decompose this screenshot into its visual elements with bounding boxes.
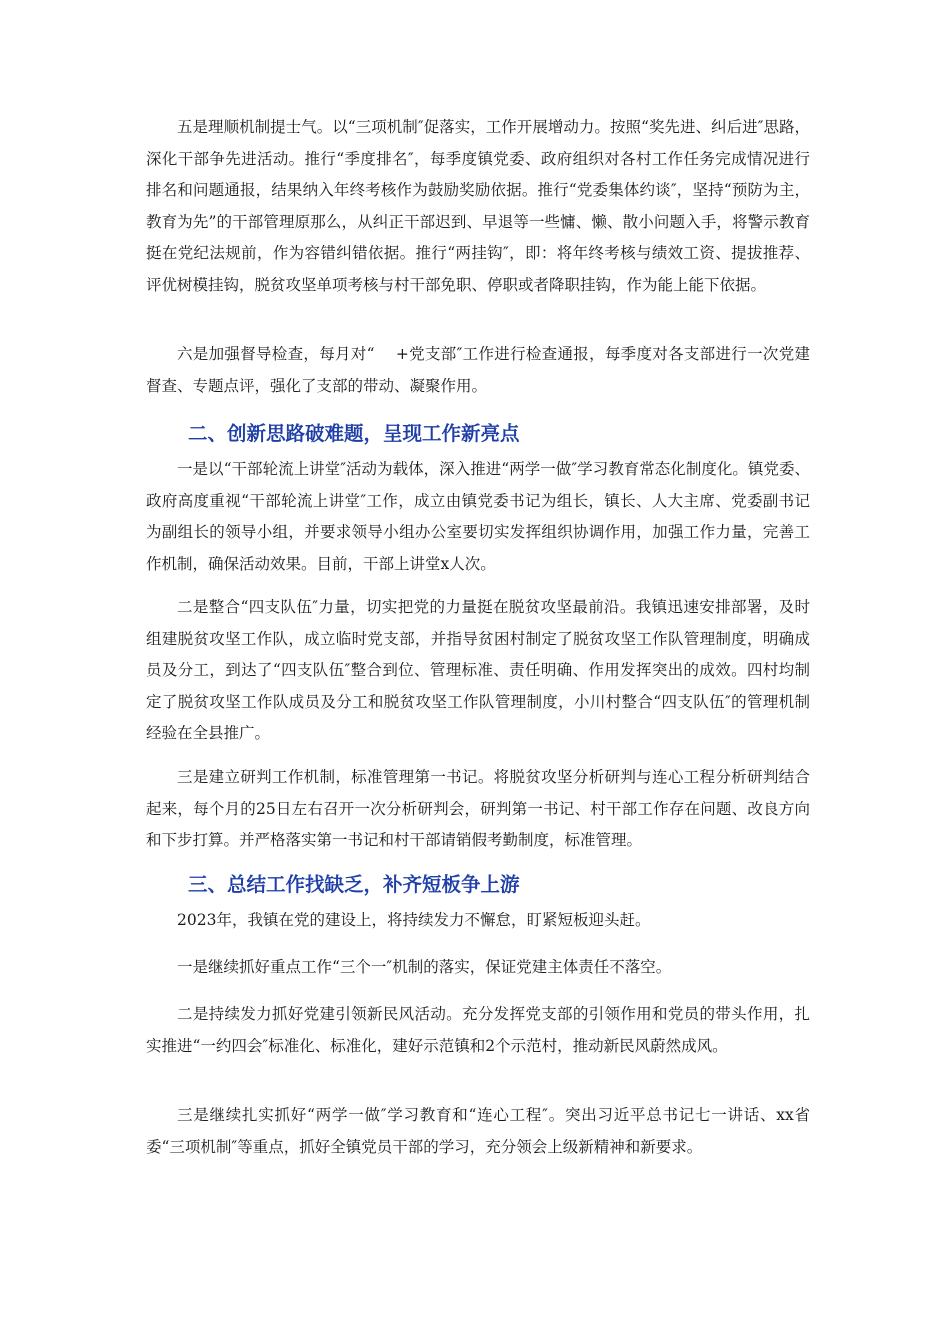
section3-paragraph-2: 一是继续抓好重点工作“三个一″机制的落实，保证党建主体责任不落空。 <box>177 958 672 976</box>
section3-paragraph-3: 二是持续发力抓好党建引领新民风活动。充分发挥党支部的引领作用和党员的带头作用，扎实推进“一约四会″标准化、标准化，建好示范镇和2个示范村，推动新民风蔚然成风。 <box>146 1005 810 1055</box>
section-heading-3: 三、总结工作找缺乏，补齐短板争上游 <box>188 873 520 896</box>
section3-paragraph-4: 三是继续扎实抓好“两学一做″学习教育和“连心工程″。突出习近平总书记七一讲话、xx省委“三项机制″等重点，抓好全镇党员干部的学习，充分领会上级新精神和新要求。 <box>146 1106 810 1156</box>
paragraph-five: 五是理顺机制提士气。以“三项机制″促落实，工作开展增动力。按照“奖先进、纠后进″思路，深化干部争先进活动。推行“季度排名″，每季度镇党委、政府组织对各村工作任务完成情况进行排名和问题通报，结果纳入年终考核作为鼓励奖励依据。推行“党委集体约谈″，坚持“预防为主，教育为先”的干部管理原那么，从纠正干部迟到、早退等一些慵、懒、散小问题入手，将警示教育挺在党纪法规前，作为容错纠错依据。推行“两挂钩″，即：将年终考核与绩效工资、提拔推荐、评优树模挂钩，脱贫攻坚单项考核与村干部免职、停职或者降职挂钩，作为能上能下依据。 <box>146 118 810 294</box>
section-heading-2: 二、创新思路破难题，呈现工作新亮点 <box>188 422 520 445</box>
section3-paragraph-1: 2023年，我镇在党的建设上，将持续发力不懈怠，盯紧短板迎头赶。 <box>177 911 651 929</box>
section2-paragraph-1: 一是以“干部轮流上讲堂″活动为载体，深入推进“两学一做″学习教育常态化制度化。镇党委、政府高度重视“干部轮流上讲堂″工作，成立由镇党委书记为组长，镇长、人大主席、党委副书记为副组长的领导小组，并要求领导小组办公室要切实发挥组织协调作用，加强工作力量，完善工作机制，确保活动效果。目前，干部上讲堂x人次。 <box>146 460 810 573</box>
paragraph-six: 六是加强督导检查，每月对“ +党支部″工作进行检查通报，每季度对各支部进行一次党建督查、专题点评，强化了支部的带动、凝聚作用。 <box>146 345 810 395</box>
section2-paragraph-2: 二是整合“四支队伍″力量，切实把党的力量挺在脱贫攻坚最前沿。我镇迅速安排部署，及时组建脱贫攻坚工作队，成立临时党支部，并指导贫困村制定了脱贫攻坚工作队管理制度，明确成员及分工，到达了“四支队伍″整合到位、管理标准、责任明确、作用发挥突出的成效。四村均制定了脱贫攻坚工作队成员及分工和脱贫攻坚工作队管理制度，小川村整合“四支队伍″的管理机制经验在全县推广。 <box>146 598 810 742</box>
section2-paragraph-3: 三是建立研判工作机制，标准管理第一书记。将脱贫攻坚分析研判与连心工程分析研判结合起来，每个月的25日左右召开一次分析研判会，研判第一书记、村干部工作存在问题、改良方向和下步打算。并严格落实第一书记和村干部请销假考勤制度，标准管理。 <box>146 768 810 849</box>
